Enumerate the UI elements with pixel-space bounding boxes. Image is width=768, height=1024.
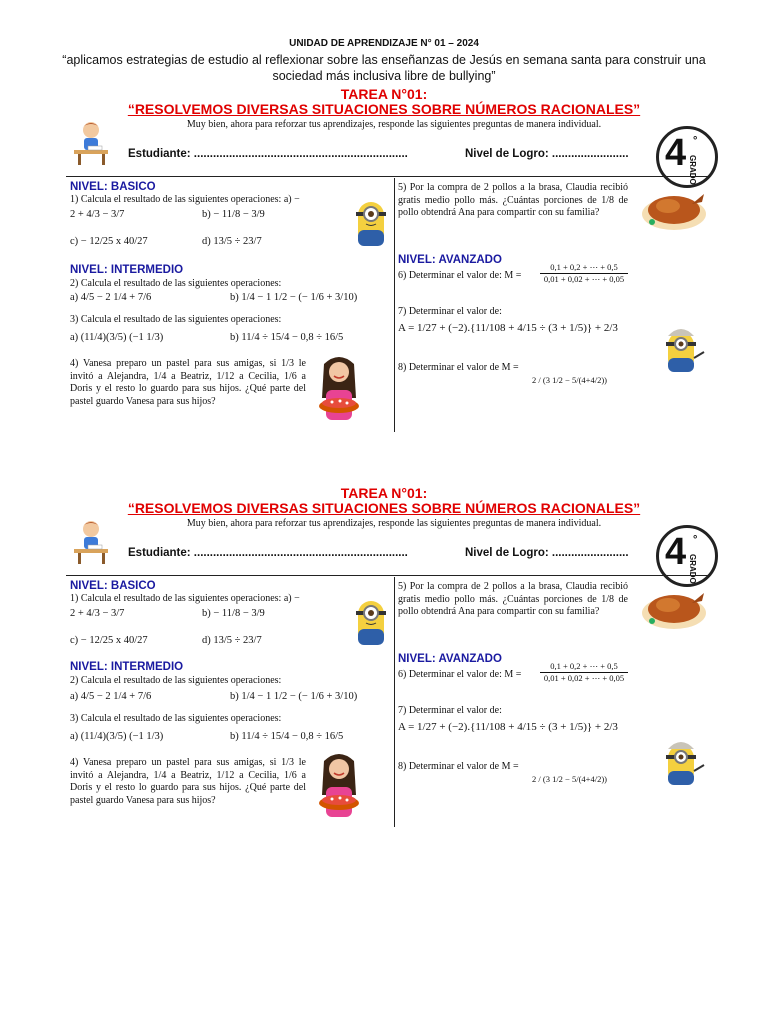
q1-c: c) − 12/25 x 40/27 — [70, 635, 148, 646]
minion-hat-illustration — [660, 322, 706, 378]
question-5: 5) Por la compra de 2 pollos a la brasa, Claudia recibió gratis medio pollo más. ¿Cuántas porciones de 1/8 de pollo obtendrá Ana para compartir con su familia? — [398, 581, 628, 617]
q1-b: b) − 11/8 − 3/9 — [202, 608, 265, 619]
worksheet-block-1 — [0, 86, 768, 486]
question-5: 5) Por la compra de 2 pollos a la brasa, Claudia recibió gratis medio pollo más. ¿Cuántas porciones de 1/8 de pollo obtendrá Ana para compartir con su familia? — [398, 182, 628, 218]
q8-expression: 2 / (3 1/2 − 5/(4+4/2)) — [532, 774, 607, 784]
q6-numerator: 0,1 + 0,2 + ⋯ + 0,5 — [540, 661, 628, 673]
achievement-level-field: Nivel de Logro: ........................ — [465, 148, 629, 160]
unit-motto: “aplicamos estrategias de estudio al reflexionar sobre las enseñanzas de Jesús en semana santa para construir una sociedad más inclusiva libre de bullying” — [62, 53, 706, 83]
grade-badge — [656, 525, 718, 587]
q7-expression: A = 1/27 + (−2).{11/108 + 4/15 ÷ (3 + 1/5)} + 2/3 — [398, 721, 618, 733]
minion-illustration — [350, 595, 392, 651]
q1-d: d) 13/5 ÷ 23/7 — [202, 236, 262, 247]
question-1: 1) Calcula el resultado de las siguientes operaciones: a) − — [70, 593, 300, 604]
worksheet-block-2 — [0, 485, 768, 885]
q3-a: a) (11/4)(3/5) (−1 1/3) — [70, 731, 164, 742]
minion-hat-illustration — [660, 735, 706, 791]
q3-a: a) (11/4)(3/5) (−1 1/3) — [70, 332, 164, 343]
q1-d: d) 13/5 ÷ 23/7 — [202, 635, 262, 646]
grade-badge — [656, 126, 718, 188]
question-7-label: 7) Determinar el valor de: — [398, 306, 502, 317]
student-illustration — [66, 120, 116, 166]
q6-numerator: 0,1 + 0,2 + ⋯ + 0,5 — [540, 262, 628, 274]
roast-chicken-illustration — [640, 184, 708, 234]
question-4: 4) Vanesa preparo un pastel para sus amigas, si 1/3 le invitó a Alejandra, 1/4 a Beatriz, 1/12 a Cecilia, 1/6 a Doris y el resto lo guardo para sus hijos. ¿Qué parte del pastel guardo Vanesa para sus hijos? — [70, 358, 306, 407]
q2-b: b) 1/4 − 1 1/2 − (− 1/6 + 3/10) — [230, 691, 358, 702]
question-3: 3) Calcula el resultado de las siguientes operaciones: — [70, 713, 282, 724]
student-name-field: Estudiante: ................................................................... — [128, 148, 408, 160]
student-illustration — [66, 519, 116, 565]
q6-fraction — [540, 262, 628, 285]
level-advanced-heading: NIVEL: AVANZADO — [398, 254, 502, 266]
q6-fraction — [540, 661, 628, 684]
horizontal-divider — [66, 176, 710, 177]
horizontal-divider — [66, 575, 710, 576]
q7-expression: A = 1/27 + (−2).{11/108 + 4/15 ÷ (3 + 1/5)} + 2/3 — [398, 322, 618, 334]
question-1: 1) Calcula el resultado de las siguientes operaciones: a) − — [70, 194, 300, 205]
question-2: 2) Calcula el resultado de las siguientes operaciones: — [70, 278, 282, 289]
question-3: 3) Calcula el resultado de las siguientes operaciones: — [70, 314, 282, 325]
level-intermediate-heading: NIVEL: INTERMEDIO — [70, 264, 184, 276]
achievement-level-field: Nivel de Logro: ........................ — [465, 547, 629, 559]
grade-degree: ° — [693, 534, 698, 546]
question-8-label: 8) Determinar el valor de M = — [398, 362, 519, 373]
q8-expression: 2 / (3 1/2 − 5/(4+4/2)) — [532, 375, 607, 385]
q2-a: a) 4/5 − 2 1/4 + 7/6 — [70, 691, 152, 702]
instructions: Muy bien, ahora para reforzar tus aprendizajes, responde las siguientes preguntas de manera individual. — [186, 119, 602, 130]
question-6-label: 6) Determinar el valor de: M = — [398, 669, 522, 680]
level-intermediate-heading: NIVEL: INTERMEDIO — [70, 661, 184, 673]
task-title: TAREA N°01: — [340, 485, 428, 501]
q6-denominator: 0,01 + 0,02 + ⋯ + 0,05 — [543, 673, 625, 683]
student-name-field: Estudiante: ................................................................... — [128, 547, 408, 559]
grade-degree: ° — [693, 135, 698, 147]
minion-illustration — [350, 196, 392, 252]
woman-with-cake-illustration — [314, 354, 364, 426]
instructions: Muy bien, ahora para reforzar tus aprendizajes, responde las siguientes preguntas de manera individual. — [186, 518, 602, 529]
grade-word: GRADO — [688, 155, 697, 185]
column-divider — [394, 577, 395, 827]
q2-a: a) 4/5 − 2 1/4 + 7/6 — [70, 292, 152, 303]
question-2: 2) Calcula el resultado de las siguientes operaciones: — [70, 675, 282, 686]
task-subtitle: “RESOLVEMOS DIVERSAS SITUACIONES SOBRE NÚMEROS RACIONALES” — [127, 500, 641, 516]
level-basic-heading: NIVEL: BASICO — [70, 181, 156, 193]
roast-chicken-illustration — [640, 583, 708, 633]
grade-number: 4 — [665, 531, 687, 573]
q1-b: b) − 11/8 − 3/9 — [202, 209, 265, 220]
q2-b: b) 1/4 − 1 1/2 − (− 1/6 + 3/10) — [230, 292, 358, 303]
level-basic-heading: NIVEL: BASICO — [70, 580, 156, 592]
q6-denominator: 0,01 + 0,02 + ⋯ + 0,05 — [543, 274, 625, 284]
question-4: 4) Vanesa preparo un pastel para sus amigas, si 1/3 le invitó a Alejandra, 1/4 a Beatriz, 1/12 a Cecilia, 1/6 a Doris y el resto lo guardo para sus hijos. ¿Qué parte del pastel guardo Vanesa para sus hijos? — [70, 757, 306, 806]
task-title: TAREA N°01: — [340, 86, 428, 102]
q1-c: c) − 12/25 x 40/27 — [70, 236, 148, 247]
question-7-label: 7) Determinar el valor de: — [398, 705, 502, 716]
q3-b: b) 11/4 ÷ 15/4 − 0,8 ÷ 16/5 — [230, 332, 344, 343]
q1-a: 2 + 4/3 − 3/7 — [70, 209, 125, 220]
level-advanced-heading: NIVEL: AVANZADO — [398, 653, 502, 665]
task-subtitle: “RESOLVEMOS DIVERSAS SITUACIONES SOBRE NÚMEROS RACIONALES” — [127, 101, 641, 117]
unit-heading: UNIDAD DE APRENDIZAJE N° 01 – 2024 — [289, 38, 479, 49]
column-divider — [394, 178, 395, 432]
grade-word: GRADO — [688, 554, 697, 584]
grade-number: 4 — [665, 132, 687, 174]
question-6-label: 6) Determinar el valor de: M = — [398, 270, 522, 281]
q1-a: 2 + 4/3 − 3/7 — [70, 608, 125, 619]
q3-b: b) 11/4 ÷ 15/4 − 0,8 ÷ 16/5 — [230, 731, 344, 742]
question-8-label: 8) Determinar el valor de M = — [398, 761, 519, 772]
woman-with-cake-illustration — [314, 751, 364, 823]
